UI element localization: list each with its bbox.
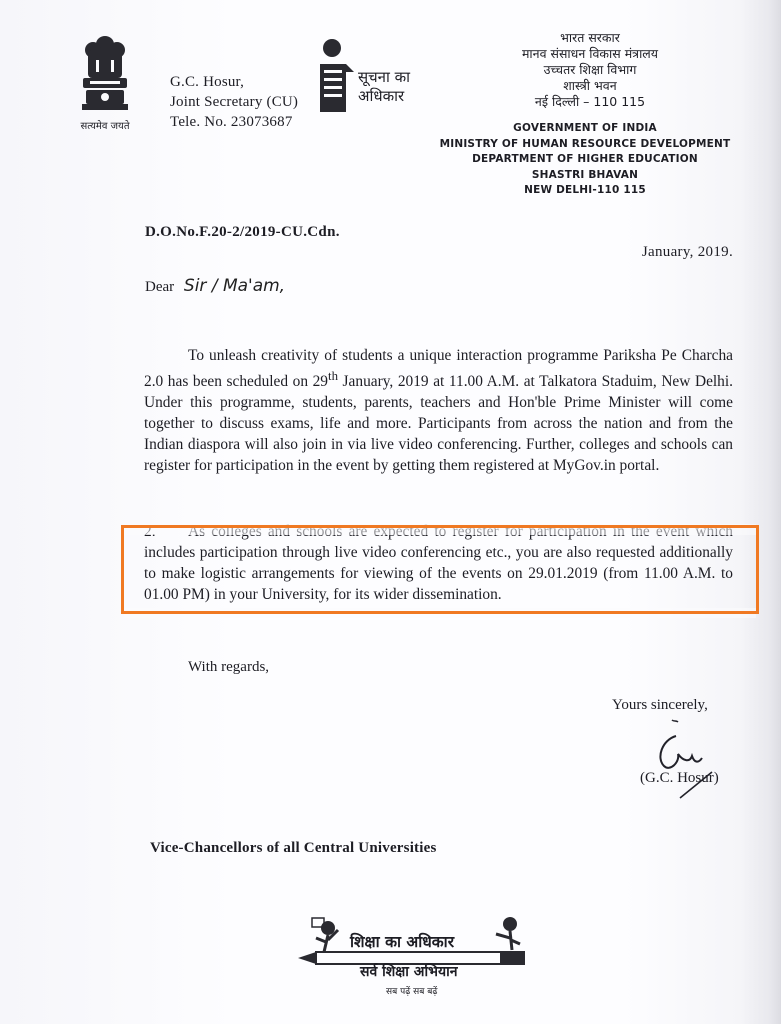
national-emblem	[74, 34, 136, 132]
sender-phone: Tele. No. 23073687	[170, 114, 293, 130]
paragraph-1-superscript: th	[328, 369, 338, 383]
ssa-title: शिक्षा का अधिकार	[350, 933, 455, 951]
signature-scribble	[650, 718, 730, 803]
paragraph-2-text: includes participation through live video conferencing etc., you are also requested additionally to make logistic arrangements for viewing of the events on 29.01.2019 (from 11.00 A.M. to 01.00 PM) in your University, for its wider dissemination.	[144, 544, 733, 603]
emblem-motto: सत्यमेव जयते	[80, 121, 130, 132]
salutation-handwritten: Sir / Ma'am,	[183, 276, 286, 296]
signature	[650, 718, 730, 803]
gov-en-line: SHASTRI BHAVAN	[531, 168, 639, 181]
ssa-tagline: सब पढ़ें सब बढ़ें	[386, 987, 438, 997]
gov-en-line: MINISTRY OF HUMAN RESOURCE DEVELOPMENT	[439, 137, 731, 150]
salutation	[145, 276, 285, 296]
gov-en-line: DEPARTMENT OF HIGHER EDUCATION	[472, 153, 698, 165]
rti-info-icon	[318, 38, 358, 118]
rti-line-2: अधिकार	[358, 87, 405, 105]
highlight-box	[121, 525, 759, 614]
salutation-prefix: Dear	[145, 279, 175, 295]
rti-logo	[318, 38, 428, 118]
rti-logo-text	[358, 68, 410, 106]
sender-block	[170, 72, 298, 132]
gov-hi-line: शास्त्री भवन	[563, 78, 617, 93]
letter-date: January, 2019.	[641, 244, 733, 260]
gov-hi-line: उच्चतर शिक्षा विभाग	[543, 62, 637, 77]
ssa-subtitle: सर्व शिक्षा अभियान	[360, 964, 458, 980]
government-header-english	[430, 121, 740, 199]
paragraph-1	[144, 345, 733, 476]
signatory-name: (G.C. Hosur)	[640, 770, 719, 786]
emblem-icon	[74, 34, 136, 118]
gov-en-line: NEW DELHI-110 115	[524, 184, 646, 196]
page-edge-shadow	[741, 0, 781, 1024]
sender-name: G.C. Hosur,	[170, 74, 245, 90]
gov-hi-line: मानव संसाधन विकास मंत्रालय	[521, 46, 659, 61]
gov-hi-line: नई दिल्ली – 110 115	[534, 94, 646, 109]
closing: With regards,	[188, 659, 270, 675]
paragraph-1-text-end: January, 2019 at 11.00 A.M. at Talkatora Staduim, New Delhi. Under this programme, students, parents, teachers and Hon'ble Prime Minister will come together to discuss exams, life and more. Participants from across the nation and from the Indian diaspora will also join in via live video conferencing. Further, colleges and schools can register for participation in the event by getting them registered at MyGov.in portal.	[144, 373, 733, 475]
paragraph-1-text-start: To unleash creativity of students a unique interaction programme Pariksha Pe Charcha 2.0 has been scheduled on 29	[144, 347, 733, 391]
reference-number: D.O.No.F.20-2/2019-CU.Cdn.	[145, 224, 340, 240]
recipient: Vice-Chancellors of all Central Universities	[150, 840, 437, 856]
government-header-hindi	[470, 30, 710, 110]
rti-line-1: सूचना का	[358, 68, 411, 86]
signoff: Yours sincerely,	[612, 697, 708, 713]
gov-en-line: GOVERNMENT OF INDIA	[513, 122, 657, 134]
sender-designation: Joint Secretary (CU)	[170, 94, 299, 110]
ssa-logo	[290, 910, 530, 1000]
gov-hi-line: भारत सरकार	[560, 30, 620, 45]
